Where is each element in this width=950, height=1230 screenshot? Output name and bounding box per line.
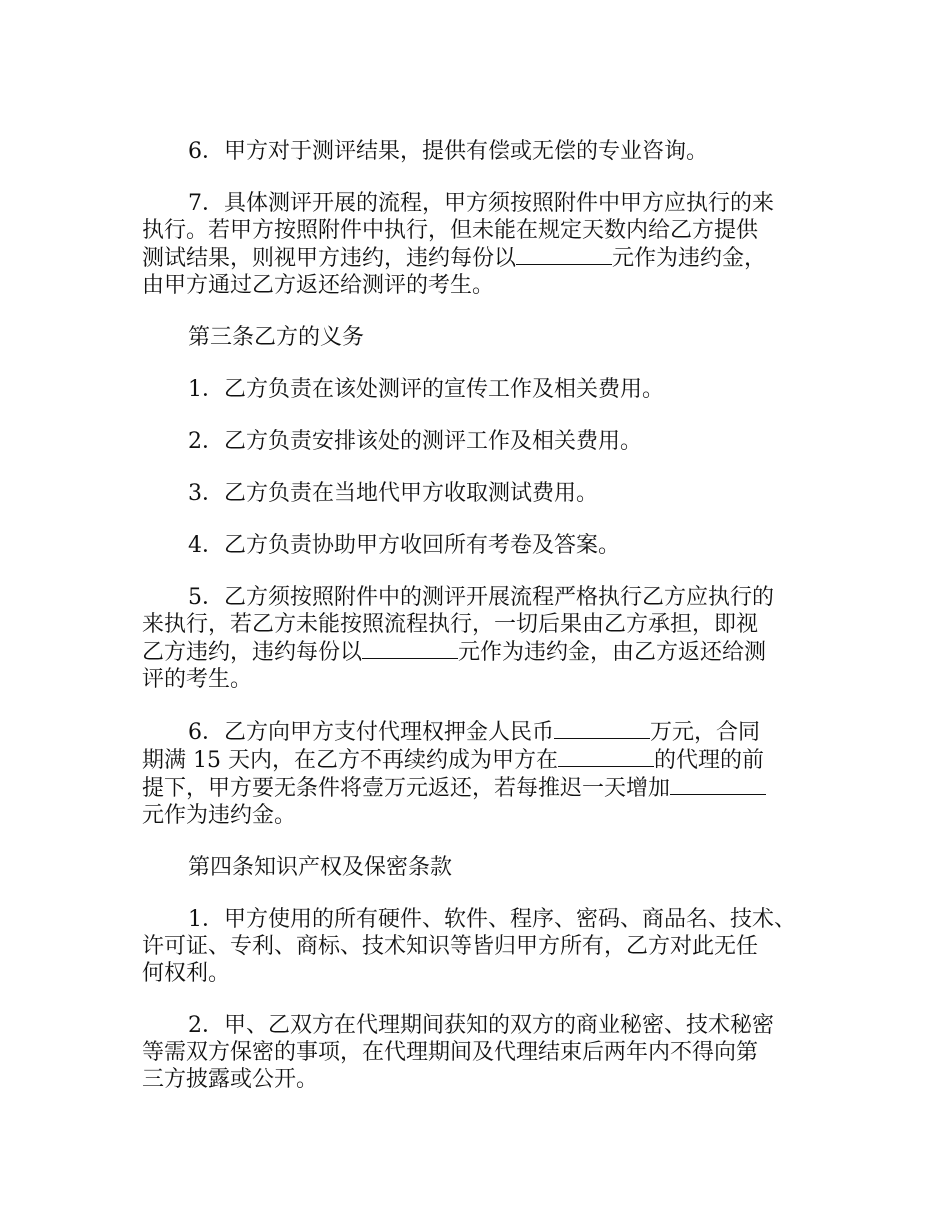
paragraph-party-b-5 — [142, 584, 814, 693]
text-fragment: 万元，合同 — [650, 720, 761, 745]
text-line-wrap — [142, 1066, 814, 1093]
paragraph-party-b-2: 2．乙方负责安排该处的测评工作及相关费用。 — [188, 429, 642, 454]
text-line: 5．乙方须按照附件中的测评开展流程严格执行乙方应执行的 — [188, 585, 774, 610]
document-body — [142, 138, 814, 1118]
fill-in-blank — [670, 774, 766, 795]
fill-in-blank — [558, 746, 654, 767]
text-fragment: 期满 15 天内，在乙方不再续约成为甲方在 — [142, 748, 558, 773]
fill-in-blank — [516, 244, 612, 265]
text-fragment: 执行。若甲方按照附件中执行，但未能在规定天数内给乙方提供 — [142, 218, 759, 243]
text-fragment: 来执行，若乙方未能按照流程执行，一切后果由乙方承担，即视 — [142, 612, 759, 637]
fill-in-blank — [362, 638, 458, 659]
text-line: 7．具体测评开展的流程，甲方须按照附件中甲方应执行的来 — [188, 191, 774, 216]
paragraph-party-b-6 — [142, 718, 814, 829]
text-fragment: 的代理的前 — [653, 748, 764, 773]
text-line: 2．甲、乙双方在代理期间获知的双方的商业秘密、技术秘密 — [188, 1013, 774, 1038]
text-line-wrap — [142, 802, 814, 829]
text-fragment: 元作为违约金，由乙方返还给测 — [458, 640, 767, 665]
paragraph-party-b-1: 1．乙方负责在该处测评的宣传工作及相关费用。 — [188, 377, 664, 402]
text-fragment: 测试结果，则视甲方违约，违约每份以 — [142, 246, 517, 271]
text-line-wrap — [142, 244, 814, 272]
text-fragment: 元作为违约金， — [612, 246, 767, 271]
paragraph-ip-2 — [142, 1012, 814, 1093]
paragraph-party-b-3: 3．乙方负责在当地代甲方收取测试费用。 — [188, 481, 598, 506]
paragraph-party-a-6 — [142, 138, 814, 165]
text-line-wrap — [142, 774, 814, 802]
text-fragment: 等需双方保密的事项，在代理期间及代理结束后两年内不得向第 — [142, 1040, 759, 1065]
paragraph-ip-1 — [142, 906, 814, 987]
text-fragment: 何权利。 — [142, 961, 231, 986]
fill-in-blank — [554, 718, 650, 739]
text-line: 1．甲方使用的所有硬件、软件、程序、密码、商品名、技术、 — [188, 907, 796, 932]
text-fragment: 提下，甲方要无条件将壹万元返还，若每推迟一天增加 — [142, 776, 671, 801]
text-fragment: 由甲方通过乙方返还给测评的考生。 — [142, 273, 495, 298]
text-line-wrap — [142, 933, 814, 960]
paragraph-party-b-4: 4．乙方负责协助甲方收回所有考卷及答案。 — [188, 533, 620, 558]
text-line: 6．甲方对于测评结果，提供有偿或无偿的专业咨询。 — [188, 139, 708, 164]
text-line-wrap — [142, 272, 814, 299]
text-fragment: 三方披露或公开。 — [142, 1067, 319, 1092]
text-line-wrap — [142, 1039, 814, 1066]
text-fragment: 评的考生。 — [142, 667, 253, 692]
section-heading-article-4: 第四条知识产权及保密条款 — [188, 855, 453, 880]
text-line-wrap — [142, 217, 814, 244]
text-line-wrap — [142, 960, 814, 987]
text-line-wrap — [142, 611, 814, 638]
text-fragment: 6．乙方向甲方支付代理权押金人民币 — [188, 720, 554, 745]
text-line-wrap — [142, 638, 814, 666]
text-fragment: 许可证、专利、商标、技术知识等皆归甲方所有，乙方对此无任 — [142, 934, 759, 959]
text-line-wrap — [142, 666, 814, 693]
text-fragment: 乙方违约，违约每份以 — [142, 640, 363, 665]
paragraph-party-a-7 — [142, 190, 814, 299]
text-line-wrap — [142, 718, 814, 746]
text-fragment: 元作为违约金。 — [142, 803, 297, 828]
text-line-wrap — [142, 746, 814, 774]
section-heading-article-3: 第三条乙方的义务 — [188, 325, 365, 350]
